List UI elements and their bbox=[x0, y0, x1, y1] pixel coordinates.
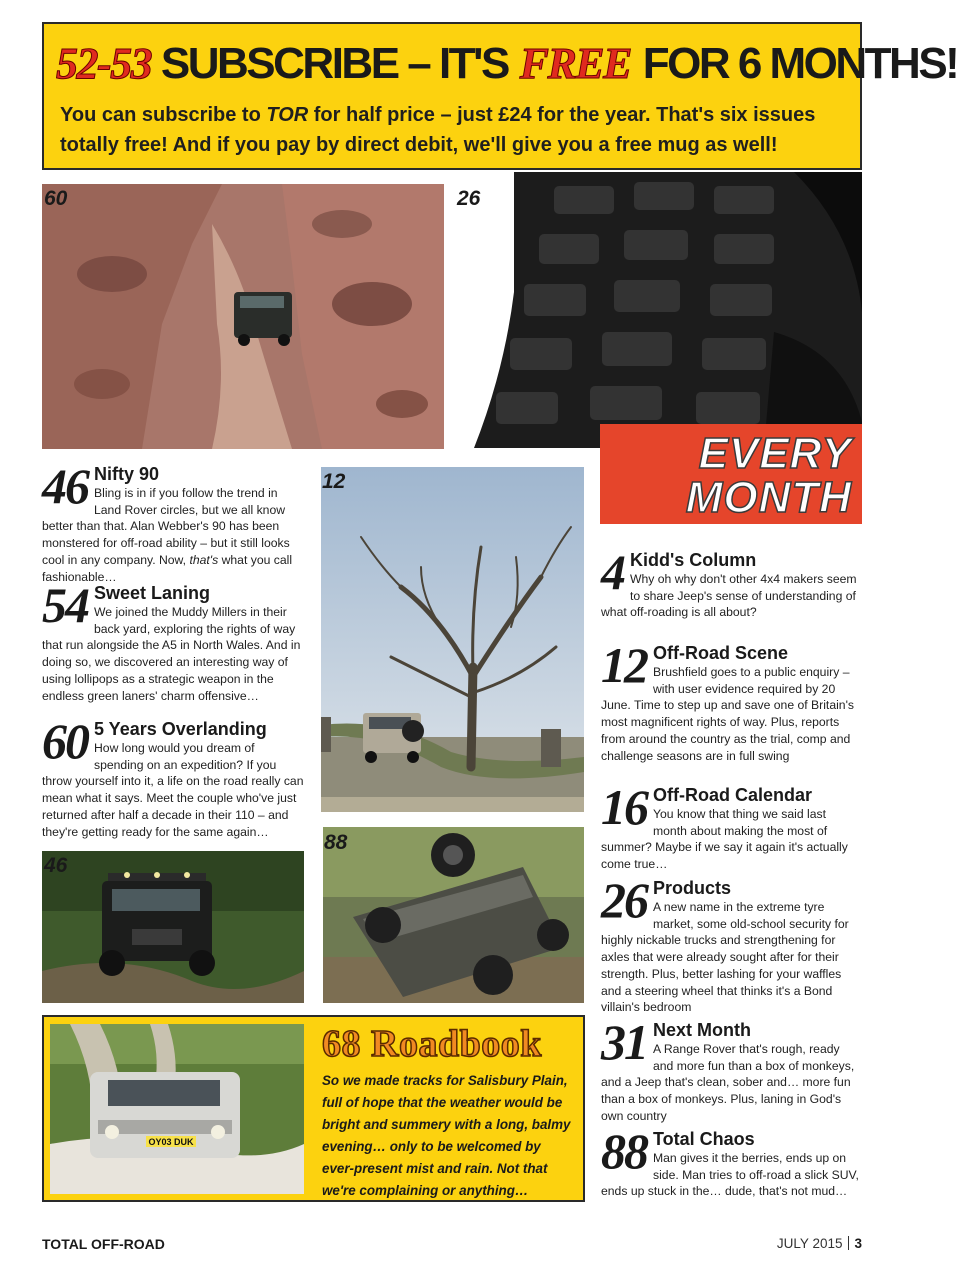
article-text: Why oh why don't other 4x4 makers seem to share Jeep's sense of understanding of what off-roading is all about? bbox=[601, 572, 857, 620]
footer-issue bbox=[777, 1236, 862, 1251]
subscribe-head-part-2: FOR 6 MONTHS! bbox=[642, 39, 957, 88]
subscribe-line-2: totally free! And if you pay by direct debit, we'll give you a free mug as well! bbox=[60, 134, 778, 156]
every-month-line-2: MONTH bbox=[685, 473, 852, 522]
subscribe-banner bbox=[42, 22, 957, 170]
article-page-number: 26 bbox=[601, 872, 647, 928]
article-text: You know that thing we said last month about making the most of summer? Maybe if we say it again it's actually come true… bbox=[601, 807, 848, 872]
article-page-number: 54 bbox=[42, 577, 88, 633]
article-title: 5 Years Overlanding bbox=[94, 719, 267, 739]
article-total-chaos bbox=[601, 1123, 863, 1200]
article-page-number: 16 bbox=[601, 779, 647, 835]
article-5-years-overlanding bbox=[42, 713, 307, 840]
article-next-month bbox=[601, 1014, 863, 1125]
article-page-number: 60 bbox=[42, 713, 88, 769]
article-text: A new name in the extreme tyre market, some old-school security for highly nickable trucks and strengthening for axles that were already sought after for their strength. Plus, better lashing for your waffles and a steering wheel that thinks it's a Bond villain's bedroom bbox=[601, 900, 849, 1015]
article-text-em: that's bbox=[189, 552, 219, 567]
tree-photo-label: 12 bbox=[322, 470, 346, 493]
subscribe-line-1-pre: You can subscribe to bbox=[60, 104, 267, 126]
rollover-photo-label: 88 bbox=[324, 831, 348, 854]
footer-magazine-name: TOTAL OFF-ROAD bbox=[42, 1236, 165, 1252]
roadbook-photo bbox=[50, 1024, 304, 1194]
article-title: Products bbox=[653, 878, 732, 898]
article-page-number: 46 bbox=[42, 458, 88, 514]
article-text: Brushfield goes to a public enquiry – with user evidence required by 20 June. Time to step up and save one of Britain's most magnificent rights of way. Plus, reports from around the country as the trial, comp and challenge seasons are in full swing bbox=[601, 665, 854, 763]
article-text: We joined the Muddy Millers in their back yard, exploring the rights of way that run alongside the A5 in North Wales. And in doing so, we discovered an interesting way of using lollipops as a strategic weapon in the endless green laners' charm offensive… bbox=[42, 605, 301, 703]
article-kidds-column bbox=[601, 544, 863, 621]
subscribe-head-part-1: SUBSCRIBE – IT'S bbox=[160, 39, 508, 88]
article-page-number: 4 bbox=[601, 544, 624, 600]
subscribe-headline bbox=[56, 40, 957, 88]
subscribe-line-1-post: for half price – just £24 for the year. That's six issues bbox=[308, 104, 816, 126]
article-title: Next Month bbox=[653, 1020, 751, 1040]
subscribe-free-word: FREE bbox=[519, 39, 631, 88]
roadbook-title: 68 Roadbook bbox=[322, 1023, 542, 1065]
article-title: Nifty 90 bbox=[94, 464, 160, 484]
every-month-line-1: EVERY bbox=[698, 429, 852, 478]
article-sweet-laning bbox=[42, 577, 307, 704]
article-page-number: 31 bbox=[601, 1014, 647, 1070]
article-products bbox=[601, 872, 863, 1016]
article-title: Off-Road Scene bbox=[653, 643, 789, 663]
article-text-post: what you call fashionable… bbox=[42, 552, 293, 584]
subscribe-body bbox=[60, 100, 850, 160]
tyre-photo-label: 26 bbox=[457, 187, 481, 210]
article-page-number: 88 bbox=[601, 1123, 647, 1179]
canyon-photo bbox=[42, 184, 444, 449]
article-title: Sweet Laning bbox=[94, 583, 211, 603]
subscribe-line-1-em: TOR bbox=[266, 104, 309, 126]
article-text: A Range Rover that's rough, ready and more fun than a box of monkeys, and a Jeep that's clean, sober and… more fun than a box of monkeys. Plus, laning in God's own country bbox=[601, 1042, 855, 1123]
number-plate: OY03 DUK bbox=[148, 1137, 194, 1147]
footer-issue-date: JULY 2015 bbox=[776, 1236, 843, 1251]
article-text: How long would you dream of spending on an expedition? If you throw yourself into it, a life on the road really can mean what it says. Meet the couple who've just returned after half a decade in their 110 – and they're getting ready for the same again… bbox=[42, 741, 304, 839]
article-page-number: 12 bbox=[601, 637, 647, 693]
article-title: Off-Road Calendar bbox=[653, 785, 813, 805]
defender-photo-label: 46 bbox=[44, 854, 68, 877]
article-off-road-scene bbox=[601, 637, 863, 764]
footer-divider bbox=[848, 1236, 849, 1250]
article-nifty-90 bbox=[42, 458, 307, 585]
canyon-photo-label: 60 bbox=[44, 187, 68, 210]
article-title: Total Chaos bbox=[653, 1129, 755, 1149]
article-off-road-calendar bbox=[601, 779, 863, 873]
roadbook-text: So we made tracks for Salisbury Plain, full of hope that the weather would be bright and summery with a long, balmy evening… only to be welcomed by ever-present mist and rain. Not that we're complaining or anything… bbox=[322, 1073, 571, 1198]
subscribe-page-numbers: 52-53 bbox=[56, 39, 152, 88]
rollover-photo bbox=[323, 827, 584, 1003]
article-text-pre: Bling is in if you follow the trend in Land Rover circles, but we all know better than that. Alan Webber's 90 has been monstered for off-road ability – but it still looks cool in any company. Now, bbox=[42, 486, 290, 567]
tyre-photo bbox=[474, 172, 862, 448]
footer-page-number: 3 bbox=[854, 1236, 862, 1251]
article-text: Man gives it the berries, ends up on side. Man tries to off-road a slick SUV, ends up stuck in the… dude, that's not mud… bbox=[601, 1151, 859, 1199]
every-month-label bbox=[600, 424, 862, 524]
tree-photo bbox=[321, 467, 584, 812]
defender-photo bbox=[42, 851, 304, 1003]
article-title: Kidd's Column bbox=[630, 550, 757, 570]
